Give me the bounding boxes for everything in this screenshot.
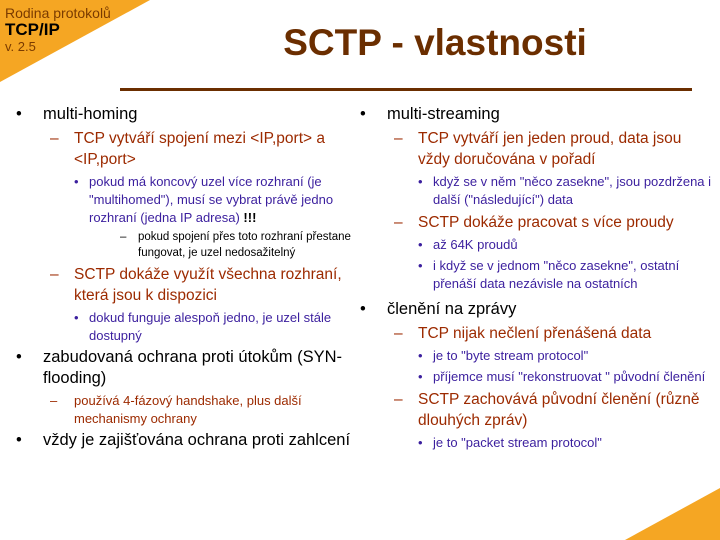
bullet-text: zabudovaná ochrana proti útokům (SYN-flooding) bbox=[43, 348, 342, 387]
bullet-text: když se v něm "něco zasekne", jsou pozdržena i další ("následující") data bbox=[433, 174, 712, 207]
bullet-text: TCP nijak nečlení přenášená data bbox=[418, 325, 652, 342]
bullet-dot-icon: • bbox=[360, 300, 366, 318]
bullet-text: příjemce musí "rekonstruovat " původní členění bbox=[433, 369, 706, 384]
bullet-dot-icon: • bbox=[418, 348, 423, 363]
bullet-tcp-single-stream bbox=[360, 128, 715, 170]
course-name: Rodina protokolů bbox=[5, 5, 111, 21]
bullet-text: je to "byte stream protocol" bbox=[433, 348, 589, 363]
course-label bbox=[5, 6, 111, 53]
bullet-dot-icon: • bbox=[16, 348, 22, 366]
bullet-dot-icon: • bbox=[418, 369, 423, 384]
bullet-sctp-interfaces bbox=[16, 264, 356, 306]
bullet-dot-icon: • bbox=[74, 310, 79, 325]
bullet-interface-failure bbox=[16, 229, 356, 261]
left-column bbox=[16, 104, 356, 453]
bullet-dot-icon: • bbox=[74, 174, 79, 189]
corner-decoration-bottom-right bbox=[625, 488, 720, 540]
bullet-dash-icon: – bbox=[50, 130, 59, 147]
bullet-dot-icon: • bbox=[418, 435, 423, 450]
bullet-stream-stall bbox=[360, 173, 715, 209]
bullet-text: pokud spojení přes toto rozhraní přestane fungovat, je uzel nedosažitelný bbox=[138, 231, 351, 259]
bullet-sctp-multi-stream bbox=[360, 212, 715, 233]
bullet-dot-icon: • bbox=[360, 105, 366, 123]
bullet-64k-streams bbox=[360, 236, 715, 254]
bullet-multistreaming bbox=[360, 104, 715, 125]
title-divider bbox=[120, 88, 692, 91]
bullet-byte-stream bbox=[360, 347, 715, 365]
bullet-text: až 64K proudů bbox=[433, 237, 518, 252]
bullet-handshake bbox=[16, 392, 356, 428]
bullet-text: TCP vytváří jen jeden proud, data jsou vždy doručována v pořadí bbox=[418, 130, 682, 168]
course-protocol: TCP/IP bbox=[5, 20, 60, 39]
bullet-dash-icon: – bbox=[394, 391, 403, 408]
bullet-text: vždy je zajišťována ochrana proti zahlcení bbox=[43, 431, 351, 449]
bullet-text: SCTP dokáže využít všechna rozhraní, která jsou k dispozici bbox=[74, 266, 342, 304]
bullet-text: SCTP dokáže pracovat s více proudy bbox=[418, 214, 674, 231]
bullet-multihomed-node bbox=[16, 173, 356, 227]
bullet-reconstruct bbox=[360, 368, 715, 386]
bullet-text: multi-homing bbox=[43, 105, 138, 123]
bullet-text: multi-streaming bbox=[387, 105, 500, 123]
bullet-dot-icon: • bbox=[418, 174, 423, 189]
bullet-dot-icon: • bbox=[418, 237, 423, 252]
bullet-text: dokud funguje alespoň jedno, je uzel stále dostupný bbox=[89, 310, 332, 343]
bullet-dash-icon: – bbox=[50, 266, 59, 283]
emphasis-mark: !!! bbox=[243, 210, 257, 225]
bullet-packet-stream bbox=[360, 434, 715, 452]
bullet-sctp-framing bbox=[360, 389, 715, 431]
bullet-congestion bbox=[16, 430, 356, 451]
bullet-text: TCP vytváří spojení mezi <IP,port> a <IP,port> bbox=[74, 130, 325, 168]
course-version: v. 2.5 bbox=[5, 39, 36, 54]
bullet-dash-icon: – bbox=[394, 325, 403, 342]
bullet-dot-icon: • bbox=[16, 431, 22, 449]
bullet-text: používá 4-fázový handshake, plus další mechanismy ochrany bbox=[74, 393, 302, 426]
right-column bbox=[360, 104, 715, 454]
bullet-still-reachable bbox=[16, 309, 356, 345]
bullet-independent-streams bbox=[360, 257, 715, 293]
bullet-multihoming bbox=[16, 104, 356, 125]
bullet-dash-icon: – bbox=[394, 214, 403, 231]
bullet-dot-icon: • bbox=[418, 258, 423, 273]
bullet-dot-icon: • bbox=[16, 105, 22, 123]
bullet-text: i když se v jednom "něco zasekne", ostatní přenáší data nezávisle na ostatních bbox=[433, 258, 680, 291]
bullet-tcp-connection bbox=[16, 128, 356, 170]
bullet-tcp-no-framing bbox=[360, 323, 715, 344]
bullet-text: pokud má koncový uzel více rozhraní (je "multihomed"), musí se vybrat právě jedno rozhraní (jedna IP adresa) bbox=[89, 174, 334, 225]
bullet-text: členění na zprávy bbox=[387, 300, 517, 318]
bullet-text: je to "packet stream protocol" bbox=[433, 435, 602, 450]
bullet-attack-protection bbox=[16, 347, 356, 389]
bullet-dash-icon: – bbox=[120, 231, 127, 243]
bullet-dash-icon: – bbox=[394, 130, 403, 147]
bullet-dash-icon: – bbox=[50, 393, 58, 408]
bullet-text: SCTP zachovává původní členění (různě dlouhých zpráv) bbox=[418, 391, 700, 429]
slide-title: SCTP - vlastnosti bbox=[283, 22, 587, 63]
bullet-message-framing bbox=[360, 299, 715, 320]
